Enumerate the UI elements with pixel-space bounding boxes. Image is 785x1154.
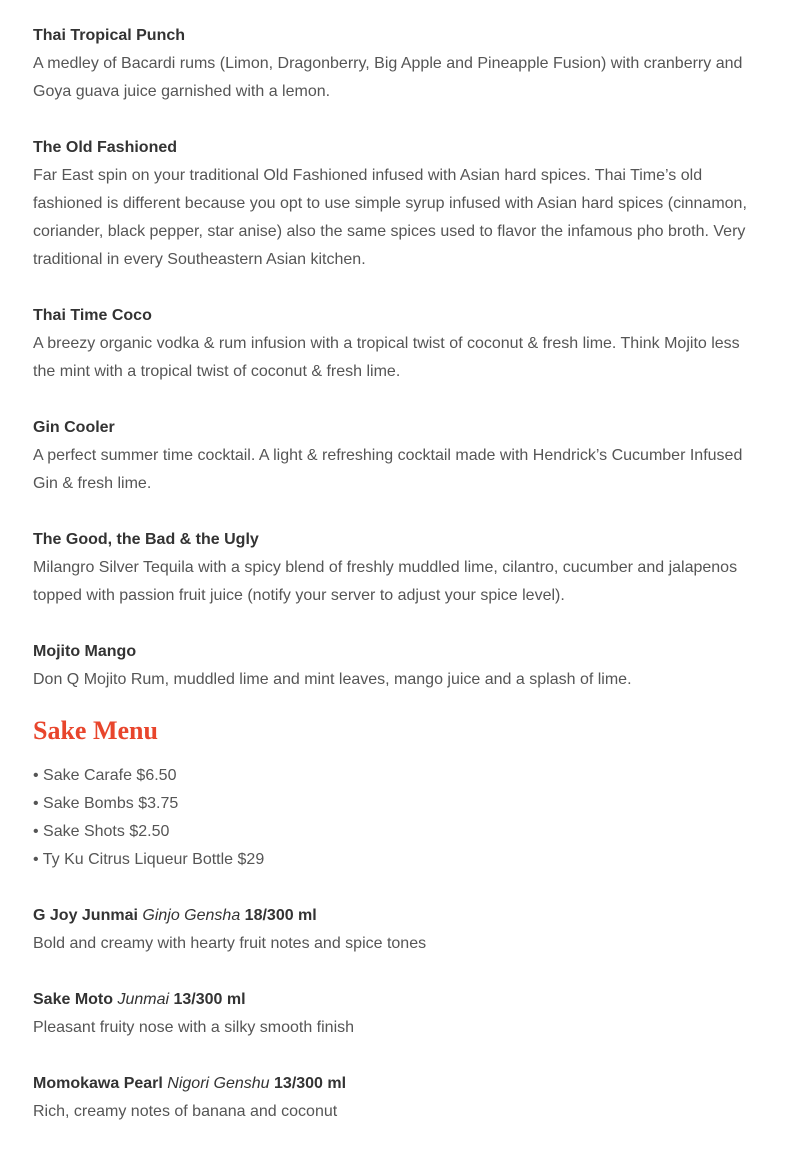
cocktail-item xyxy=(33,638,753,694)
sake-item xyxy=(33,986,753,1042)
sake-item xyxy=(33,1070,753,1126)
cocktail-description: Don Q Mojito Rum, muddled lime and mint leaves, mango juice and a splash of lime. xyxy=(33,671,632,688)
sake-menu-title: Sake Menu xyxy=(33,716,158,745)
sake-price: 13/300 ml xyxy=(274,1075,347,1092)
cocktail-name: Mojito Mango xyxy=(33,643,137,660)
sake-price-list xyxy=(33,762,753,874)
cocktail-name: Gin Cooler xyxy=(33,419,115,436)
sake-price-item: • Sake Bombs $3.75 xyxy=(33,795,179,812)
cocktail-description: A breezy organic vodka & rum infusion with a tropical twist of coconut & fresh lime. Think Mojito less the mint with a tropical twist of coconut & fresh lime. xyxy=(33,335,740,380)
sake-description: Rich, creamy notes of banana and coconut xyxy=(33,1103,338,1120)
sake-price-item: • Sake Shots $2.50 xyxy=(33,823,170,840)
sake-style: Nigori Genshu xyxy=(167,1075,270,1092)
cocktail-name: Thai Tropical Punch xyxy=(33,27,186,44)
cocktail-item xyxy=(33,134,753,274)
sake-style: Junmai xyxy=(117,991,170,1008)
cocktail-name: The Good, the Bad & the Ugly xyxy=(33,531,259,548)
cocktail-description: Far East spin on your traditional Old Fashioned infused with Asian hard spices. Thai Time’s old fashioned is different because you opt to use simple syrup infused with Asian hard spices (cinnamon, coriander, black pepper, star anise) also the same spices used to flavor the infamous pho broth. Very traditional in every Southeastern Asian kitchen. xyxy=(33,167,747,268)
cocktail-item xyxy=(33,526,753,610)
sake-price: 18/300 ml xyxy=(244,907,317,924)
sake-name: Momokawa Pearl xyxy=(33,1075,163,1092)
cocktail-name: Thai Time Coco xyxy=(33,307,152,324)
sake-description: Bold and creamy with hearty fruit notes and spice tones xyxy=(33,935,427,952)
cocktail-item xyxy=(33,302,753,386)
sake-price: 13/300 ml xyxy=(173,991,246,1008)
sake-name: Sake Moto xyxy=(33,991,114,1008)
sake-heading xyxy=(33,1070,753,1098)
sake-style: Ginjo Gensha xyxy=(142,907,241,924)
cocktail-name: The Old Fashioned xyxy=(33,139,178,156)
sake-price-item: • Ty Ku Citrus Liqueur Bottle $29 xyxy=(33,851,265,868)
cocktail-item xyxy=(33,414,753,498)
cocktail-description: Milangro Silver Tequila with a spicy blend of freshly muddled lime, cilantro, cucumber and jalapenos topped with passion fruit juice (notify your server to adjust your spice level). xyxy=(33,559,738,604)
sake-heading xyxy=(33,902,753,930)
menu-content xyxy=(33,22,753,1154)
cocktail-item xyxy=(33,22,753,106)
sake-item xyxy=(33,902,753,958)
cocktail-description: A perfect summer time cocktail. A light & refreshing cocktail made with Hendrick’s Cucumber Infused Gin & fresh lime. xyxy=(33,447,743,492)
sake-heading xyxy=(33,986,753,1014)
cocktail-description: A medley of Bacardi rums (Limon, Dragonberry, Big Apple and Pineapple Fusion) with cranberry and Goya guava juice garnished with a lemon. xyxy=(33,55,743,100)
sake-name: G Joy Junmai xyxy=(33,907,138,924)
sake-description: Pleasant fruity nose with a silky smooth finish xyxy=(33,1019,355,1036)
sake-price-item: • Sake Carafe $6.50 xyxy=(33,767,177,784)
